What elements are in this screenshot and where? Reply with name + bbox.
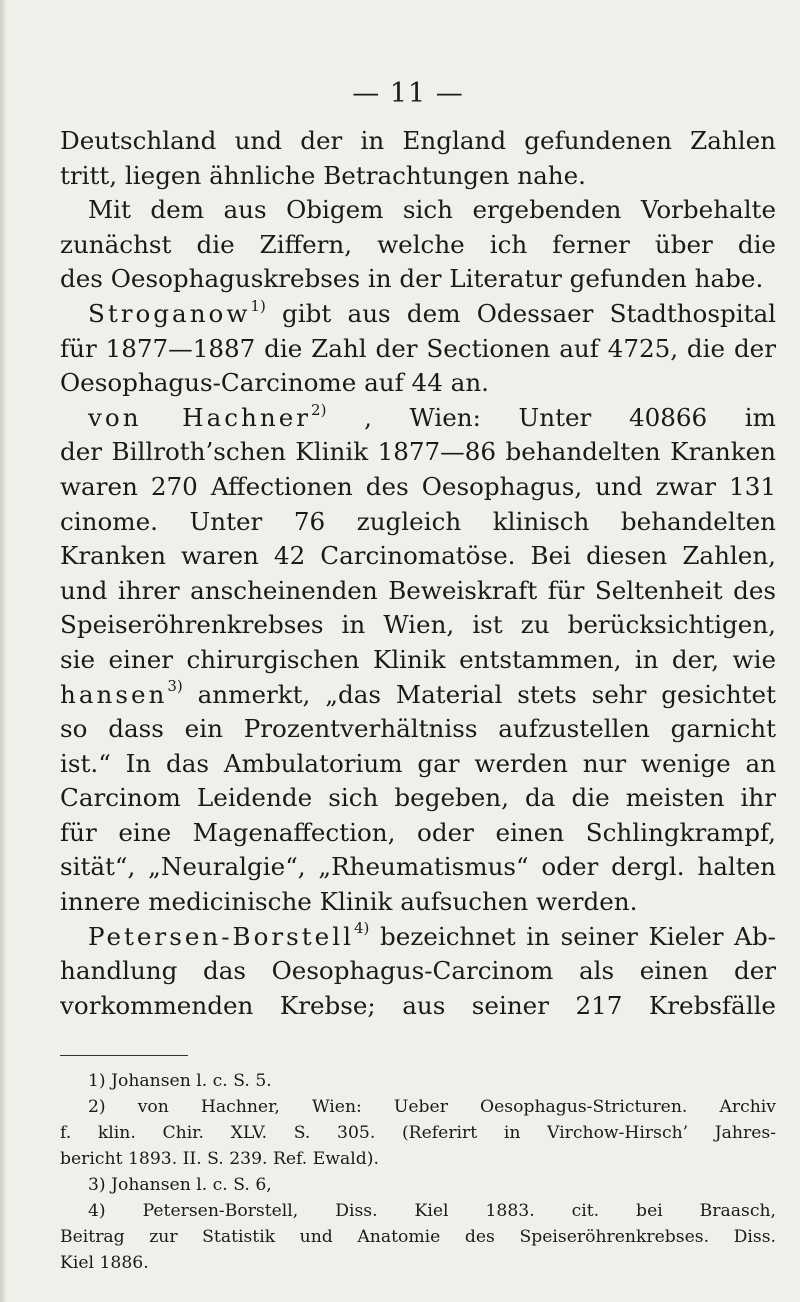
body-line-text: und ihrer anscheinenden Beweiskraft für Seltenheit des bbox=[60, 575, 776, 605]
body-line bbox=[60, 470, 776, 505]
body-line bbox=[60, 885, 776, 920]
footnote-line-text: 1) Johansen l. c. S. 5. bbox=[88, 1071, 272, 1091]
body-line-text: des Oesophaguskrebses in der Literatur gefunden habe. bbox=[60, 264, 764, 294]
body-line-text: so dass ein Prozentverhältniss aufzustellen garnicht bbox=[60, 714, 776, 744]
page-gutter-shadow bbox=[0, 0, 6, 1302]
body-line-text: tritt, liegen ähnliche Betrachtungen nahe. bbox=[60, 160, 586, 190]
body-line bbox=[60, 920, 776, 955]
footnote-marker: 2) bbox=[311, 400, 327, 419]
body-line bbox=[60, 159, 776, 194]
document-page bbox=[38, 0, 778, 1302]
author-name: von Hachner bbox=[88, 402, 312, 432]
body-line bbox=[60, 643, 776, 678]
footnote-line bbox=[60, 1224, 776, 1250]
footnote-rule bbox=[60, 1055, 188, 1056]
body-line bbox=[60, 193, 776, 228]
body-line-text: Mit dem aus Obigem sich ergebenden Vorbehalte bbox=[88, 195, 776, 225]
body-line bbox=[60, 297, 776, 332]
body-line-text: waren 270 Affectionen des Oesophagus, und zwar 131 bbox=[60, 471, 776, 501]
footnote-line bbox=[60, 1120, 776, 1146]
body-line bbox=[60, 332, 776, 367]
footnote-marker: 4) bbox=[353, 919, 370, 938]
body-line bbox=[60, 850, 776, 885]
footnotes bbox=[60, 1068, 776, 1276]
body-line-text: ist.“ In das Ambulatorium gar werden nur wenige an bbox=[60, 748, 776, 778]
footnote-marker: 3) bbox=[167, 677, 183, 696]
body-line bbox=[60, 228, 776, 263]
footnote-line bbox=[60, 1146, 776, 1172]
body-text bbox=[60, 124, 776, 1023]
author-name: hansen bbox=[60, 679, 168, 709]
body-line-text: sität“, „Neuralgie“, „Rheumatismus“ oder dergl. halten bbox=[60, 852, 776, 882]
body-line bbox=[60, 954, 776, 989]
body-line bbox=[60, 712, 776, 747]
body-line-text: innere medicinische Klinik aufsuchen werden. bbox=[60, 887, 638, 917]
footnote-line-text: Beitrag zur Statistik und Anatomie des Speiseröhrenkrebses. Diss. bbox=[60, 1227, 776, 1247]
footnote-line-text: 3) Johansen l. c. S. 6, bbox=[88, 1175, 272, 1195]
body-line-text: vorkommenden Krebse; aus seiner 217 Krebsfälle bbox=[60, 990, 776, 1020]
footnote-line-text: bericht 1893. II. S. 239. Ref. Ewald). bbox=[60, 1149, 379, 1169]
body-line bbox=[60, 989, 776, 1024]
footnote-line bbox=[60, 1250, 776, 1276]
page-number-header: — 11 — bbox=[352, 78, 464, 109]
body-line-text: Kranken waren 42 Carcinomatöse. Bei diesen Zahlen, bbox=[60, 541, 776, 571]
body-line-text: anmerkt, „das Material stets sehr gesichtet bbox=[197, 679, 776, 709]
body-line-text: bezeichnet in seiner Kieler Ab- bbox=[369, 921, 776, 951]
body-line bbox=[60, 608, 776, 643]
body-line-text: handlung das Oesophagus-Carcinom als einen der bbox=[60, 956, 776, 986]
body-line-text: sie einer chirurgischen Klinik entstammen, in der, wie bbox=[60, 644, 776, 674]
body-line-text: Oesophagus-Carcinome auf 44 an. bbox=[60, 368, 489, 398]
body-line bbox=[60, 816, 776, 851]
footnote-line bbox=[60, 1198, 776, 1224]
body-line bbox=[60, 505, 776, 540]
footnote-line-text: 4) Petersen-Borstell, Diss. Kiel 1883. cit. bei Braasch, bbox=[88, 1201, 776, 1221]
body-line bbox=[60, 435, 776, 470]
footnote-line bbox=[60, 1094, 776, 1120]
body-line-text: für 1877—1887 die Zahl der Sectionen auf 4725, die der bbox=[60, 333, 776, 363]
body-line bbox=[60, 781, 776, 816]
body-line-text: , Wien: Unter 40866 im bbox=[364, 402, 776, 432]
body-line-text: Deutschland und der in England gefundenen Zahlen bbox=[60, 126, 776, 155]
body-line-text: Speiseröhrenkrebses in Wien, ist zu berücksichtigen, bbox=[60, 610, 776, 640]
footnote-line bbox=[60, 1172, 776, 1198]
footnote-line-text: 2) von Hachner, Wien: Ueber Oesophagus-Stricturen. Archiv bbox=[88, 1097, 776, 1117]
body-line bbox=[60, 366, 776, 401]
footnote-marker: 1) bbox=[250, 296, 266, 315]
footnote-line-text: f. klin. Chir. XLV. S. 305. (Referirt in Virchow-Hirsch’ Jahres- bbox=[60, 1123, 776, 1143]
body-line bbox=[60, 262, 776, 297]
body-line-text: gibt aus dem Odessaer Stadthospital bbox=[265, 298, 776, 328]
footnote-line-text: Kiel 1886. bbox=[60, 1253, 149, 1273]
body-line bbox=[60, 124, 776, 159]
body-line-text: der Billroth’schen Klinik 1877—86 behandelten Kranken bbox=[60, 437, 776, 467]
body-line bbox=[60, 401, 776, 436]
body-line bbox=[60, 678, 776, 713]
body-line-text: zunächst die Ziffern, welche ich ferner über die bbox=[60, 229, 776, 259]
footnote-line bbox=[60, 1068, 776, 1094]
body-line bbox=[60, 747, 776, 782]
body-line-text: cinome. Unter 76 zugleich klinisch behandelten bbox=[60, 506, 776, 536]
body-line-text: für eine Magenaffection, oder einen Schlingkrampf, bbox=[60, 817, 776, 847]
body-line-text: Carcinom Leidende sich begeben, da die meisten ihr bbox=[60, 783, 776, 813]
author-name: Stroganow bbox=[88, 298, 251, 328]
body-line bbox=[60, 574, 776, 609]
body-line bbox=[60, 539, 776, 574]
author-name: Petersen-Borstell bbox=[88, 921, 354, 951]
